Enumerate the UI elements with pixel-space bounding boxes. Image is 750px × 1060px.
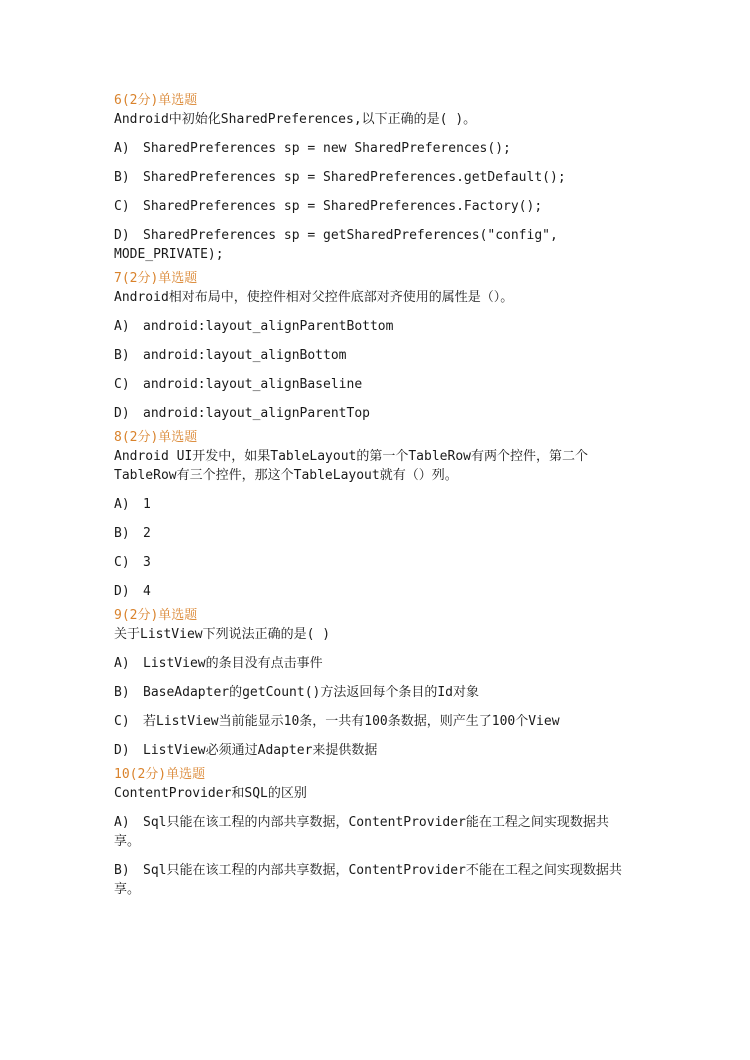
option-d[interactable] (114, 582, 634, 601)
option-b[interactable] (114, 524, 634, 543)
option-letter: B) (114, 685, 130, 700)
option-letter: C) (114, 377, 130, 392)
option-text: SharedPreferences sp = SharedPreferences.getDefault(); (143, 170, 566, 185)
question-8 (114, 429, 634, 601)
option-text: Sql只能在该工程的内部共享数据，ContentProvider能在工程之间实现数据共享。 (114, 815, 609, 849)
question-text: 关于ListView下列说法正确的是( ) (114, 627, 331, 642)
question-header: 10(2分)单选题 (114, 767, 206, 782)
option-text: Sql只能在该工程的内部共享数据，ContentProvider不能在工程之间实现数据共享。 (114, 863, 622, 897)
option-text: SharedPreferences sp = getSharedPreferences("config", MODE_PRIVATE); (114, 228, 558, 262)
option-text: 1 (143, 497, 151, 512)
option-c[interactable] (114, 197, 634, 216)
option-text: 4 (143, 584, 151, 599)
option-a[interactable] (114, 495, 634, 514)
option-d[interactable] (114, 226, 634, 264)
question-10 (114, 766, 634, 899)
option-text: ListView的条目没有点击事件 (143, 656, 323, 671)
question-7 (114, 270, 634, 423)
option-a[interactable] (114, 654, 634, 673)
question-text: Android UI开发中，如果TableLayout的第一个TableRow有两个控件，第二个TableRow有三个控件，那这个TableLayout就有（）列。 (114, 449, 588, 483)
question-header: 8(2分)单选题 (114, 430, 198, 445)
question-header: 6(2分)单选题 (114, 93, 198, 108)
option-letter: B) (114, 863, 130, 878)
option-text: SharedPreferences sp = SharedPreferences.Factory(); (143, 199, 543, 214)
option-letter: C) (114, 714, 130, 729)
question-header: 7(2分)单选题 (114, 271, 198, 286)
option-letter: B) (114, 526, 130, 541)
option-letter: A) (114, 656, 130, 671)
question-text: Android相对布局中，使控件相对父控件底部对齐使用的属性是（）。 (114, 290, 514, 305)
option-letter: C) (114, 199, 130, 214)
option-letter: A) (114, 319, 130, 334)
exam-page (114, 92, 634, 905)
option-d[interactable] (114, 741, 634, 760)
option-a[interactable] (114, 813, 634, 851)
question-text: ContentProvider和SQL的区别 (114, 786, 307, 801)
option-b[interactable] (114, 168, 634, 187)
option-b[interactable] (114, 861, 634, 899)
option-c[interactable] (114, 712, 634, 731)
option-a[interactable] (114, 317, 634, 336)
option-text: android:layout_alignParentBottom (143, 319, 394, 334)
question-text: Android中初始化SharedPreferences,以下正确的是( )。 (114, 112, 477, 127)
option-letter: B) (114, 348, 130, 363)
option-text: BaseAdapter的getCount()方法返回每个条目的Id对象 (143, 685, 480, 700)
option-b[interactable] (114, 346, 634, 365)
option-text: 3 (143, 555, 151, 570)
option-letter: D) (114, 743, 130, 758)
option-letter: C) (114, 555, 130, 570)
option-letter: D) (114, 406, 130, 421)
option-c[interactable] (114, 375, 634, 394)
option-a[interactable] (114, 139, 634, 158)
option-letter: A) (114, 497, 130, 512)
question-header: 9(2分)单选题 (114, 608, 198, 623)
option-text: 若ListView当前能显示10条，一共有100条数据，则产生了100个View (143, 714, 560, 729)
option-letter: A) (114, 815, 130, 830)
option-text: SharedPreferences sp = new SharedPreferences(); (143, 141, 511, 156)
option-text: 2 (143, 526, 151, 541)
option-letter: B) (114, 170, 130, 185)
option-b[interactable] (114, 683, 634, 702)
option-text: ListView必须通过Adapter来提供数据 (143, 743, 378, 758)
option-text: android:layout_alignBaseline (143, 377, 363, 392)
option-text: android:layout_alignParentTop (143, 406, 370, 421)
option-letter: D) (114, 584, 130, 599)
question-9 (114, 607, 634, 760)
question-6 (114, 92, 634, 264)
option-d[interactable] (114, 404, 634, 423)
option-c[interactable] (114, 553, 634, 572)
option-letter: D) (114, 228, 130, 243)
option-letter: A) (114, 141, 130, 156)
option-text: android:layout_alignBottom (143, 348, 347, 363)
